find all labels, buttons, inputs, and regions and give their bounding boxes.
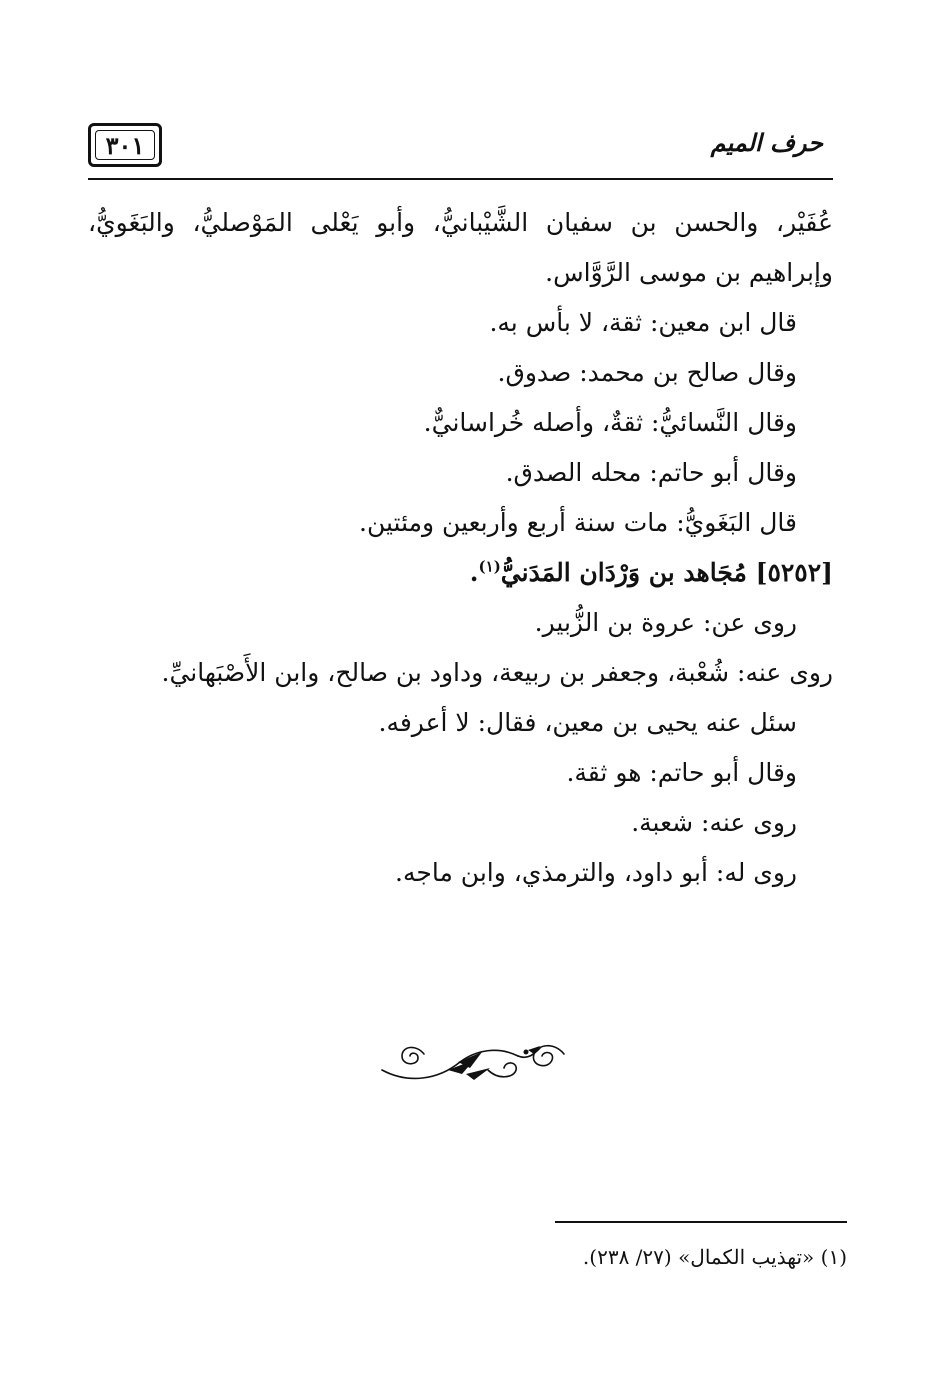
text-line: روى عنه: شعبة. (631, 808, 797, 837)
text-line: قال البَغَويُّ: مات سنة أربع وأربعين ومئتين. (359, 508, 797, 537)
entry-name: مُجَاهد بن وَرْدَان المَدَنيُّ (500, 558, 747, 587)
floral-divider-icon (378, 1040, 568, 1084)
page-number: ٣٠١ (88, 123, 162, 167)
text-line: وإبراهيم بن موسى الرَّوَّاس. (545, 258, 833, 287)
text-line: روى له: أبو داود، والترمذي، وابن ماجه. (395, 858, 797, 887)
footnote-divider (555, 1221, 847, 1223)
entry-number: [٥٢٥٢] (755, 558, 833, 587)
text-line: وقال أبو حاتم: محله الصدق. (505, 458, 797, 487)
footnote-text: (١) «تهذيب الكمال» (٢٧/ ٢٣٨). (582, 1245, 847, 1269)
text-line: سئل عنه يحيى بن معين، فقال: لا أعرفه. (378, 708, 797, 737)
text-line: روى عنه: شُعْبة، وجعفر بن ربيعة، وداود بن صالح، وابن الأَصْبَهانيِّ. (161, 658, 833, 687)
chapter-title: حرف الميم (710, 128, 823, 157)
text-line: وقال أبو حاتم: هو ثقة. (566, 758, 797, 787)
footnote-ref[interactable]: (١) (478, 557, 501, 576)
main-text (88, 198, 833, 898)
text-line: وقال صالح بن محمد: صدوق. (497, 358, 797, 387)
text-line: روى عن: عروة بن الزُّبير. (534, 608, 797, 637)
text-line: قال ابن معين: ثقة، لا بأس به. (489, 308, 797, 337)
entry-heading (88, 548, 833, 598)
text-line: عُفَيْر، والحسن بن سفيان الشَّيْبانيُّ، وأبو يَعْلى المَوْصليُّ، والبَغَويُّ، (88, 208, 833, 237)
entry-end: . (469, 558, 479, 587)
text-line: وقال النَّسائيُّ: ثقةٌ، وأصله خُراسانيٌّ. (423, 408, 797, 437)
header-divider (88, 178, 833, 180)
